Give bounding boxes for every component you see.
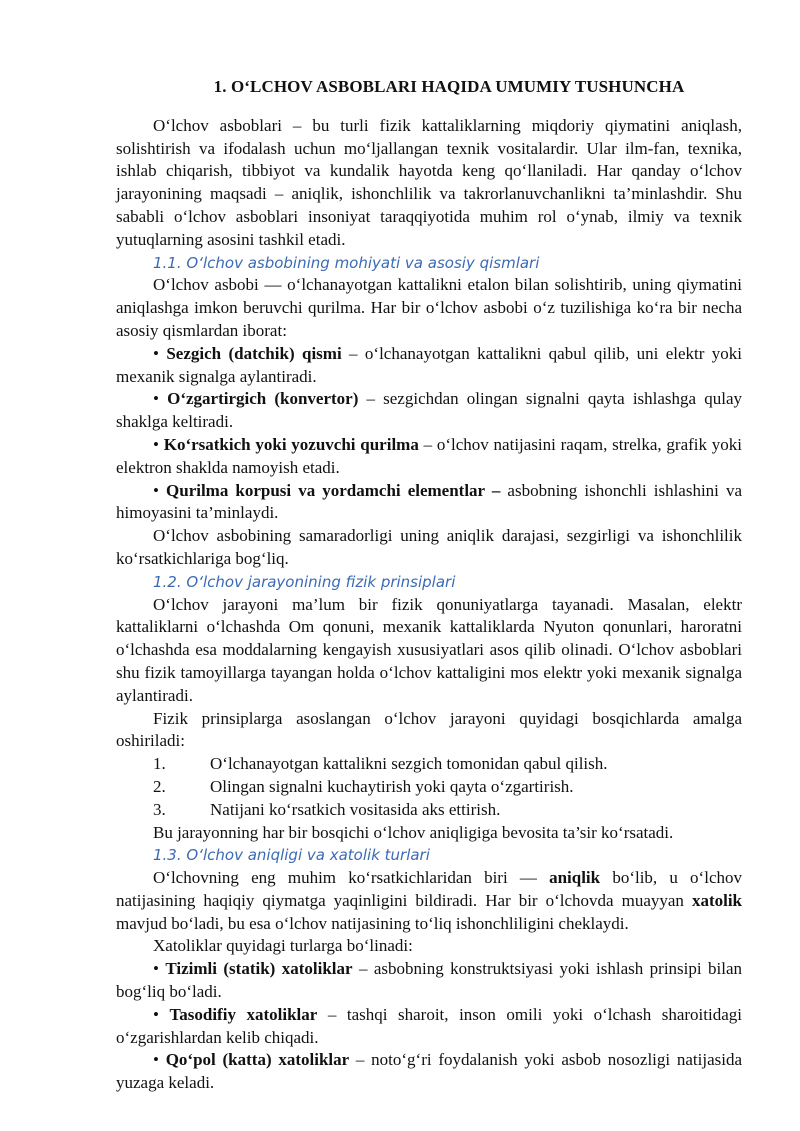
document-page (116, 72, 742, 1095)
section-heading-1-1: 1.1. O‘lchov asbobining mohiyati va asosiy qismlari (153, 253, 540, 272)
section-1-1-paragraph: O‘lchov asbobi — o‘lchanayotgan kattalikni etalon bilan solishtirib, uning qiymatini aniqlashga imkon beruvchi qurilma. Har bir o‘lchov asbobi o‘z tuzilishiga ko‘ra bir necha asosiy qismlardan iborat: (116, 275, 742, 340)
bullet-icon: • (153, 959, 159, 979)
item-number: 2. (153, 776, 166, 796)
list-item-text: – sezgichdan olingan signalni qayta ishlashga qulay shaklga keltiradi. (116, 389, 742, 432)
list-item-text: – o‘lchov natijasini raqam, strelka, grafik yoki elektron shaklda namoyish etadi. (116, 434, 742, 477)
item-number: 3. (153, 799, 166, 819)
term-aniqlik: aniqlik (549, 868, 601, 888)
list-item-term: Ko‘rsatkich yoki yozuvchi qurilma (163, 434, 419, 454)
intro-paragraph: O‘lchov asboblari – bu turli fizik kattaliklarning miqdoriy qiymatini aniqlash, solishtirish va ifodalash uchun mo‘ljallangan texnik vositalardir. Ular ilm-fan, texnika, ishlab chiqarish, tibbiyot va kundalik hayotda keng qo‘llaniladi. Har qanday o‘lchov jarayonining maqsadi – aniqlik, ishonchlilik va takrorlanuvchanlikni ta’minlashdir. Shu sababli o‘lchov asboblari insoniyat taraqqiyotida muhim rol o‘ynab, ilmiy va texnik yutuqlarning asosini tashkil etadi. (116, 115, 742, 249)
bullet-icon: • (153, 1050, 159, 1070)
item-text: Olingan signalni kuchaytirish yoki qayta o‘zgartirish. (210, 776, 574, 796)
list-item (116, 1049, 742, 1095)
paragraph-text: bo‘lib, u o‘lchov natijasining haqiqiy qiymatga yaqinligini bildiradi. Har bir o‘lchovda muayyan (116, 868, 742, 910)
numbered-item (116, 753, 742, 776)
section-heading-1-3: 1.3. O‘lchov aniqligi va xatolik turlari (153, 846, 430, 865)
bullet-icon: • (153, 389, 159, 409)
list-item-text: – o‘lchanayotgan kattalikni qabul qilib, uni elektr yoki mexanik signalga aylantiradi. (116, 343, 743, 386)
bullet-icon: • (153, 434, 159, 454)
list-item-term: O‘zgartirgich (konvertor) (167, 389, 359, 409)
section-1-3-list-intro: Xatoliklar quyidagi turlarga bo‘linadi: (153, 936, 413, 956)
section-1-2-steps-intro: Fizik prinsiplarga asoslangan o‘lchov jarayoni quyidagi bosqichlarda amalga oshiriladi: (116, 708, 742, 751)
list-item (116, 958, 742, 1004)
list-item-term: Tasodifiy xatoliklar (169, 1004, 318, 1024)
document-title: 1. O‘LCHOV ASBOBLARI HAQIDA UMUMIY TUSHUNCHA (213, 77, 685, 96)
list-item-term: Sezgich (datchik) qismi (166, 343, 342, 363)
section-1-2-paragraph: O‘lchov jarayoni ma’lum bir fizik qonuniyatlarga tayanadi. Masalan, elektr kattaliklarni o‘lchashda Om qonuni, mexanik kattaliklarda Nyuton qonunlari, haroratni o‘lchashda esa moddalarning kengayish xususiyatlari asos qilib olinadi. O‘lchov asboblari shu fizik tamoyillarga tayangan holda o‘lchov kattaligini mos elektr yoki mexanik signalga aylantiradi. (116, 594, 742, 705)
item-number: 1. (153, 754, 166, 774)
list-item-term: Tizimli (statik) xatoliklar (165, 959, 353, 979)
list-item (116, 343, 742, 389)
list-item-term: Qurilma korpusi va yordamchi elementlar – (166, 480, 501, 500)
list-item-term: Qo‘pol (katta) xatoliklar (165, 1050, 350, 1070)
bullet-icon: • (153, 480, 159, 500)
term-xatolik: xatolik (691, 890, 742, 910)
numbered-item (116, 799, 742, 822)
bullet-icon: • (153, 343, 159, 363)
item-text: O‘lchanayotgan kattalikni sezgich tomonidan qabul qilish. (210, 754, 608, 774)
paragraph-text: O‘lchovning eng muhim ko‘rsatkichlaridan biri — (153, 868, 550, 888)
section-1-3-paragraph (116, 867, 742, 935)
item-text: Natijani ko‘rsatkich vositasida aks ettirish. (210, 799, 501, 819)
list-item (116, 434, 742, 480)
list-item-text: – tashqi sharoit, inson omili yoki o‘lchash sharoitidagi o‘zgarishlardan kelib chiqadi. (116, 1004, 742, 1047)
section-1-2-conclusion: Bu jarayonning har bir bosqichi o‘lchov aniqligiga bevosita ta’sir ko‘rsatadi. (153, 822, 674, 842)
list-item (116, 1004, 742, 1050)
list-item-text: asbobning ishonchli ishlashini va himoyasini ta’minlaydi. (116, 480, 743, 523)
list-item-text: – asbobning konstruktsiyasi yoki ishlash prinsipi bilan bog‘liq bo‘ladi. (116, 959, 743, 1002)
list-item (116, 388, 742, 434)
list-item (116, 480, 742, 526)
numbered-item (116, 776, 742, 799)
bullet-icon: • (153, 1004, 159, 1024)
paragraph-text: mavjud bo‘ladi, bu esa o‘lchov natijasining to‘liq ishonchliligini cheklaydi. (116, 913, 629, 933)
list-item-text: – noto‘g‘ri foydalanish yoki asbob nosozligi natijasida yuzaga keladi. (116, 1050, 742, 1093)
section-heading-1-2: 1.2. O‘lchov jarayonining fizik prinsiplari (153, 572, 456, 591)
section-1-1-conclusion: O‘lchov asbobining samaradorligi uning aniqlik darajasi, sezgirligi va ishonchlilik ko‘rsatkichlariga bog‘liq. (116, 526, 742, 568)
